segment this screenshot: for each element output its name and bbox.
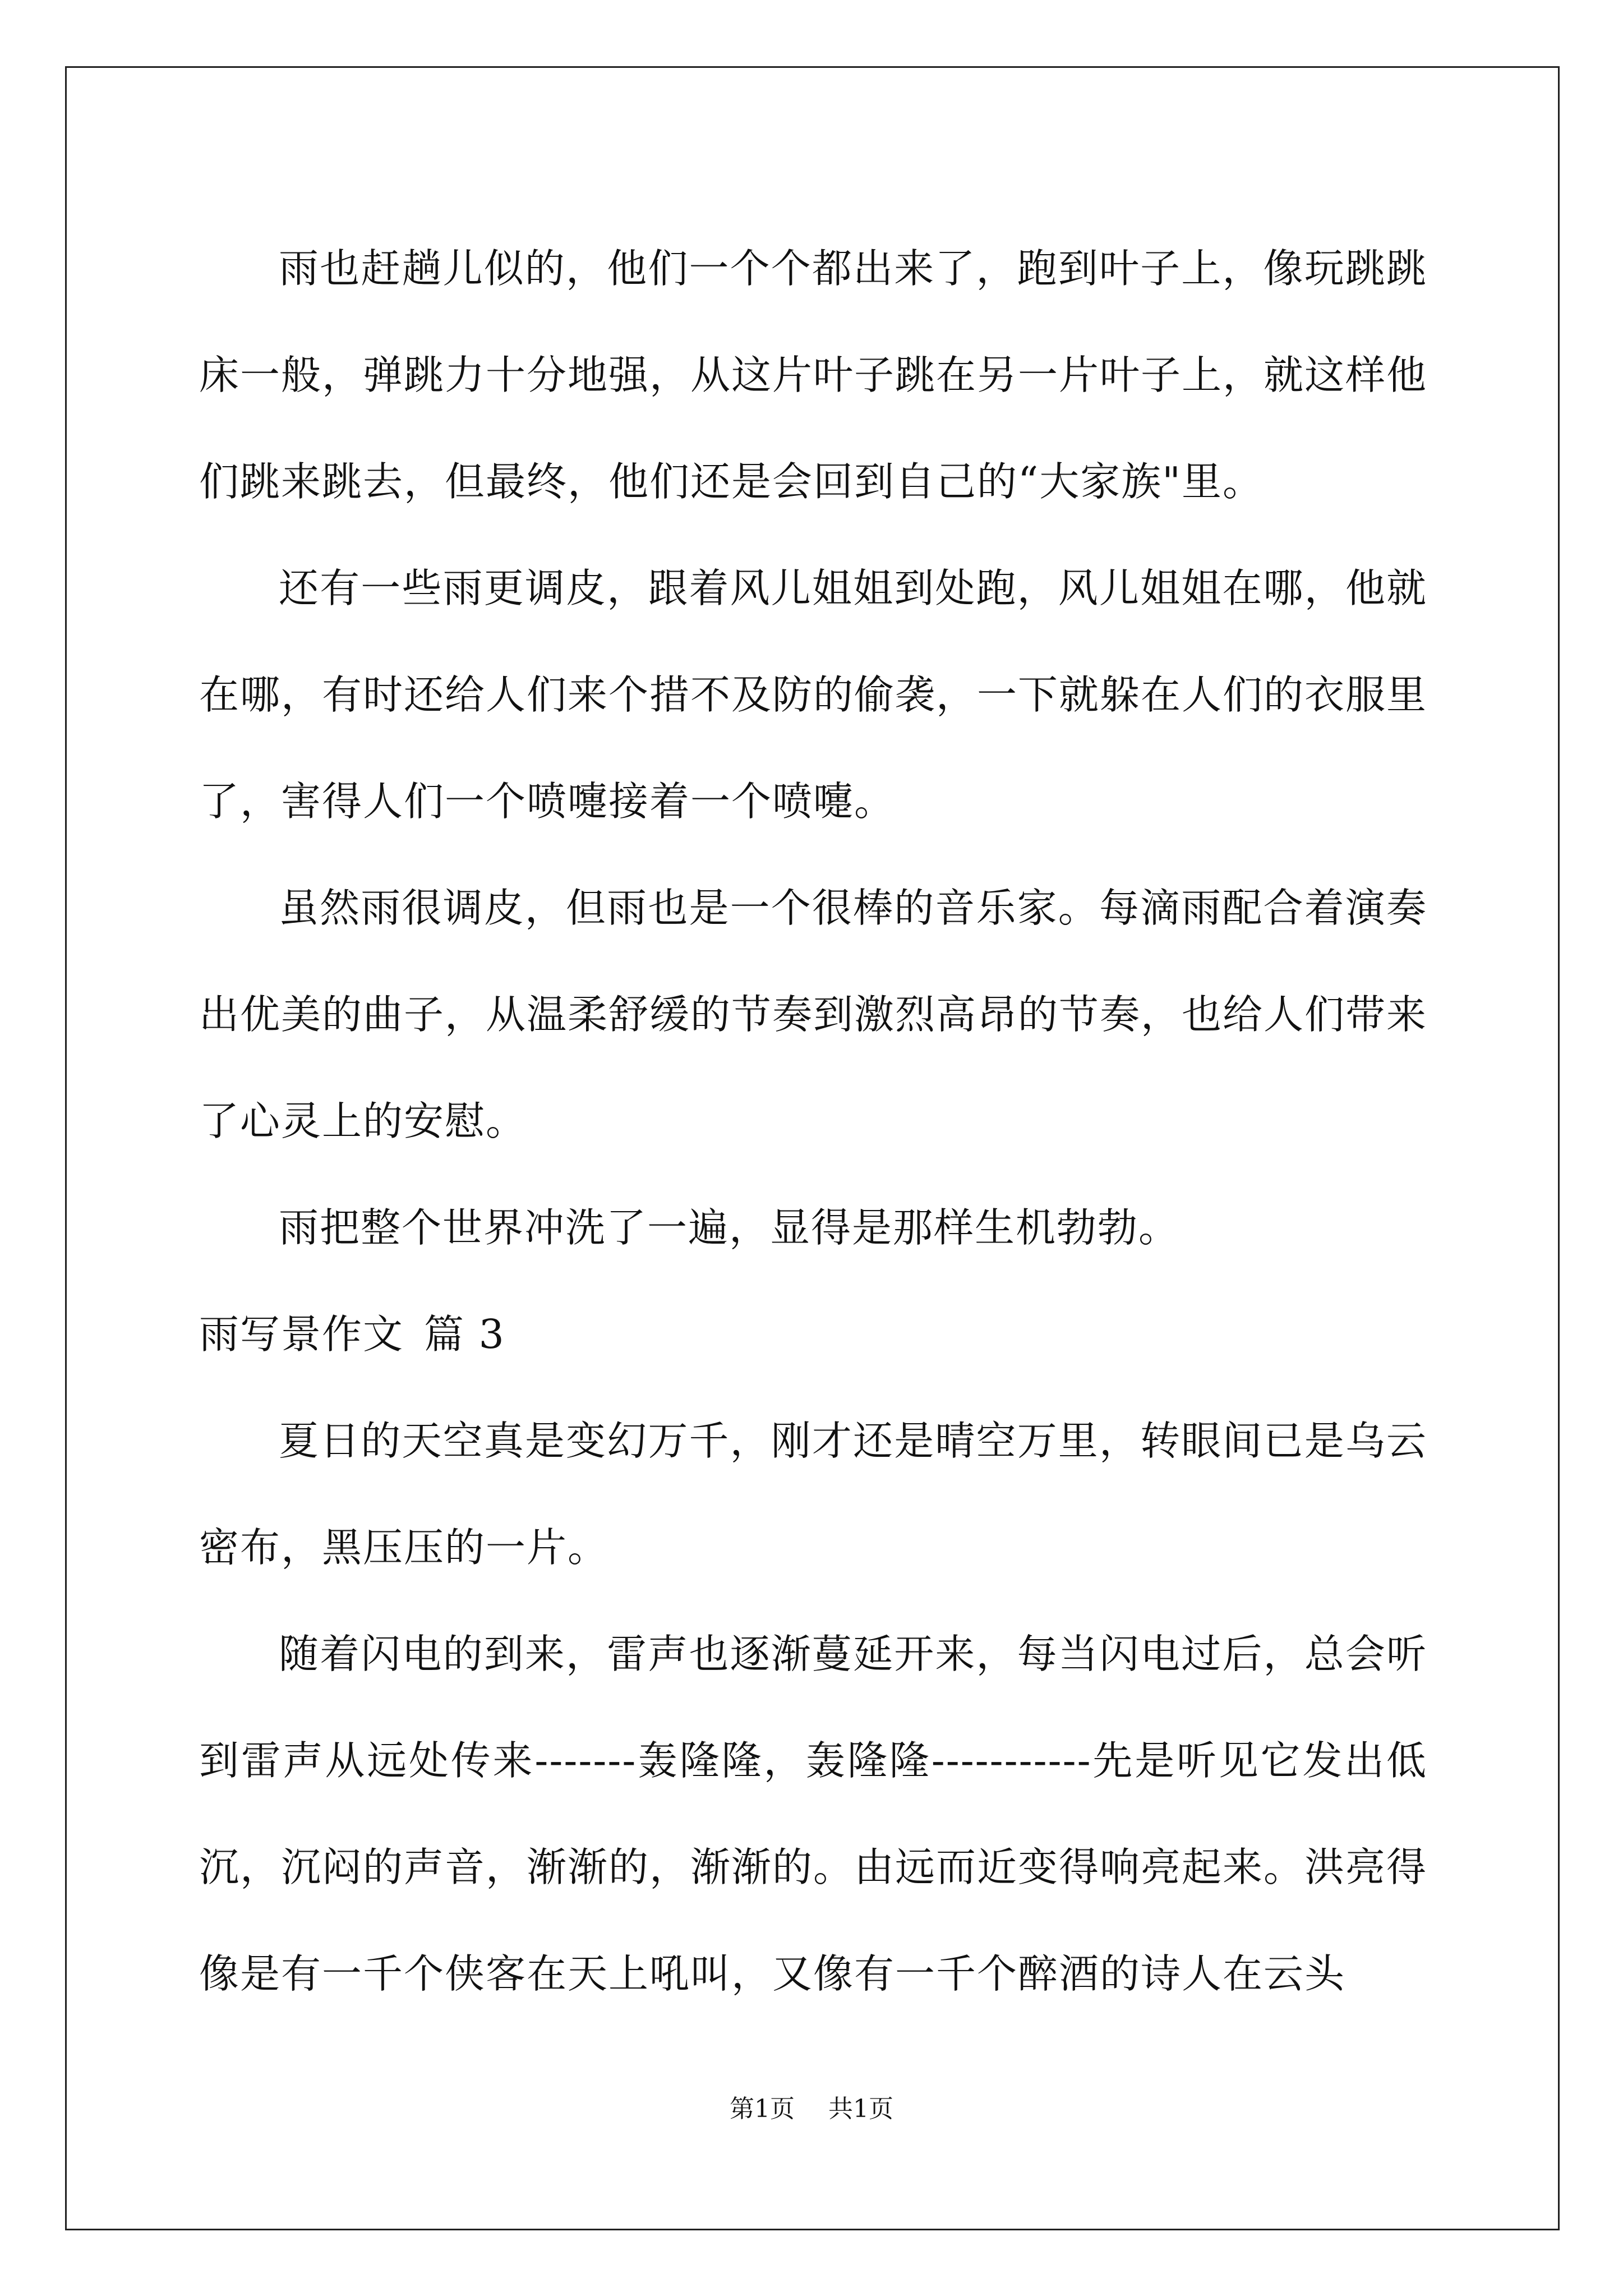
document-body [199, 215, 1427, 2027]
page-number: 第1页 [730, 2095, 795, 2123]
section-heading-title: 雨写景作文 [199, 1311, 404, 1358]
paragraph-5: 夏日的天空真是变幻万千，刚才还是晴空万里，转眼间已是乌云密布，黑压压的一片。 [199, 1418, 1427, 1571]
paragraph-6: 随着闪电的到来，雷声也逐渐蔓延开来，每当闪电过后，总会听到雷声从远处传来-------轰隆隆，轰隆隆-----------先是听见它发出低沉，沉闷的声音，渐渐的，渐渐的。由远而近变得响亮起来。洪亮得像是有一千个侠客在天上吼叫，又像有一千个醉酒的诗人在云头 [199, 1631, 1428, 1997]
paragraph-1: 雨也赶趟儿似的，他们一个个都出来了，跑到叶子上，像玩跳跳床一般，弹跳力十分地强，从这片叶子跳在另一片叶子上，就这样他们跳来跳去，但最终，他们还是会回到自己的“大家族"里。 [199, 245, 1428, 505]
paragraph-4: 雨把整个世界冲洗了一遍，显得是那样生机勃勃。 [279, 1204, 1180, 1251]
paragraph-3: 虽然雨很调皮，但雨也是一个很棒的音乐家。每滴雨配合着演奏出优美的曲子，从温柔舒缓的节奏到激烈高昂的节奏，也给人们带来了心灵上的安慰。 [199, 885, 1428, 1144]
page-footer [0, 2092, 1623, 2126]
paragraph-2: 还有一些雨更调皮，跟着风儿姐姐到处跑，风儿姐姐在哪，他就在哪，有时还给人们来个措不及防的偷袭，一下就躲在人们的衣服里了，害得人们一个喷嚏接着一个喷嚏。 [199, 565, 1428, 825]
section-heading [199, 1281, 1427, 1388]
page-total: 共1页 [828, 2095, 893, 2123]
section-heading-number: 篇 3 [424, 1311, 505, 1358]
